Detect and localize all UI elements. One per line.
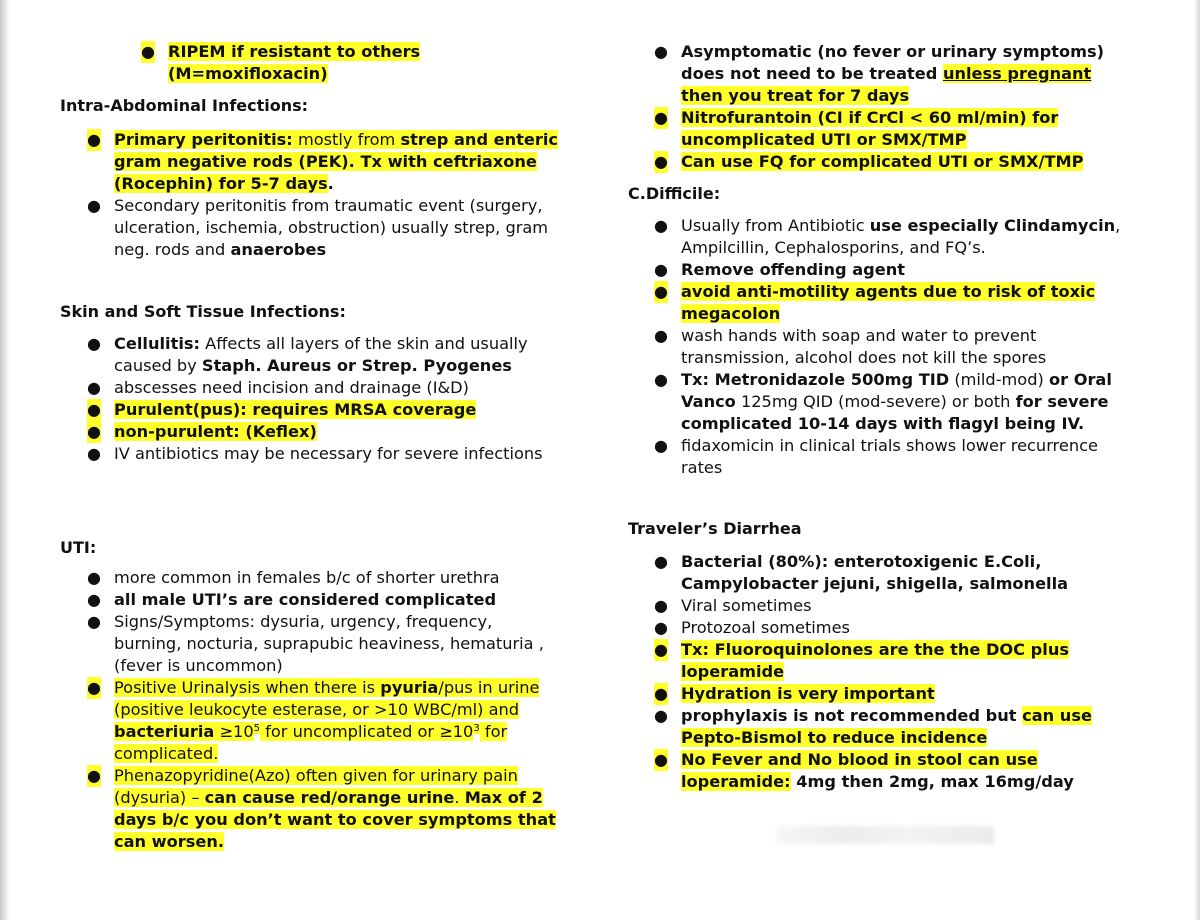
bullet-icon: ● bbox=[654, 618, 668, 637]
text-run: then you treat for 7 days bbox=[681, 86, 910, 105]
skin-soft-tissue-heading: Skin and Soft Tissue Infections: bbox=[60, 302, 346, 321]
text-run: more common in females b/c of shorter urethra bbox=[114, 568, 500, 587]
bullet-icon: ● bbox=[654, 42, 668, 61]
text-run: . bbox=[454, 788, 465, 807]
text-line bbox=[681, 771, 1092, 793]
text-line bbox=[114, 699, 556, 721]
text-line bbox=[114, 611, 556, 633]
text-run: megacolon bbox=[681, 304, 781, 323]
text-line bbox=[114, 355, 543, 377]
text-run: (mild-mod) bbox=[949, 370, 1049, 389]
text-line bbox=[114, 633, 556, 655]
text-run: IV antibiotics may be necessary for severe infections bbox=[114, 444, 543, 463]
text-run: No Fever and No blood in stool can use bbox=[681, 750, 1038, 769]
text-line bbox=[114, 399, 543, 421]
text-run: neg. rods and bbox=[114, 240, 231, 259]
text-line bbox=[114, 129, 558, 151]
text-run: for bbox=[479, 722, 508, 741]
text-line bbox=[114, 151, 558, 173]
bullet-icon: ● bbox=[87, 130, 101, 149]
text-run: for severe bbox=[1015, 392, 1109, 411]
text-run: or Oral bbox=[1048, 370, 1112, 389]
list-item bbox=[86, 421, 543, 443]
bullet-icon: ● bbox=[87, 568, 101, 587]
text-line bbox=[681, 391, 1120, 413]
bullet-icon: ● bbox=[141, 42, 155, 61]
cdiff-list bbox=[653, 215, 1120, 479]
bullet-icon: ● bbox=[87, 422, 101, 441]
text-line bbox=[114, 677, 556, 699]
text-line bbox=[114, 421, 543, 443]
text-line bbox=[681, 595, 1092, 617]
text-run: RIPEM if resistant to others bbox=[168, 42, 421, 61]
text-run: fidaxomicin in clinical trials shows lower recurrence bbox=[681, 436, 1098, 455]
bullet-icon: ● bbox=[87, 334, 101, 353]
text-line bbox=[114, 787, 556, 809]
bullet-icon: ● bbox=[87, 444, 101, 463]
bullet-icon: ● bbox=[654, 108, 668, 127]
text-run: Staph. Aureus or Strep. Pyogenes bbox=[201, 356, 512, 375]
text-run: Campylobacter jejuni, shigella, salmonella bbox=[681, 574, 1069, 593]
text-run: for uncomplicated or ≥10 bbox=[260, 722, 474, 741]
travelers-diarrhea-heading: Traveler’s Diarrhea bbox=[628, 519, 802, 538]
text-run: Signs/Symptoms: dysuria, urgency, frequency, bbox=[114, 612, 493, 631]
text-line bbox=[681, 41, 1104, 63]
bullet-icon: ● bbox=[87, 766, 101, 785]
text-line bbox=[681, 107, 1104, 129]
text-run: Vanco bbox=[681, 392, 736, 411]
text-line bbox=[681, 303, 1120, 325]
bullet-icon: ● bbox=[654, 684, 668, 703]
bullet-icon: ● bbox=[87, 612, 101, 631]
text-line bbox=[681, 281, 1120, 303]
text-run: Tx: Fluoroquinolones are the the DOC plus bbox=[681, 640, 1069, 659]
text-run: uncomplicated UTI or SMX/TMP bbox=[681, 130, 967, 149]
text-run: mostly from bbox=[292, 130, 401, 149]
bullet-icon: ● bbox=[654, 436, 668, 455]
text-run: 3 bbox=[473, 722, 480, 734]
text-run: can cause red/orange urine bbox=[204, 788, 455, 807]
text-run: all male UTI’s are considered complicated bbox=[114, 590, 497, 609]
text-run: Viral sometimes bbox=[681, 596, 812, 615]
list-item bbox=[86, 589, 556, 611]
text-run: Positive Urinalysis when there is bbox=[114, 678, 381, 697]
text-line bbox=[114, 195, 558, 217]
text-run: Remove offending agent bbox=[681, 260, 905, 279]
bullet-icon: ● bbox=[654, 750, 668, 769]
text-line bbox=[114, 655, 556, 677]
text-line bbox=[681, 705, 1092, 727]
text-line bbox=[681, 617, 1092, 639]
text-run: 125mg QID (mod-severe) or both bbox=[735, 392, 1016, 411]
text-run: gram negative rods (PEK). Tx with ceftriaxone bbox=[114, 152, 537, 171]
bullet-icon: ● bbox=[654, 706, 668, 725]
text-line bbox=[114, 173, 558, 195]
bullet-icon: ● bbox=[87, 590, 101, 609]
text-line bbox=[114, 377, 543, 399]
text-run: /pus in urine bbox=[438, 678, 540, 697]
text-run: caused by bbox=[114, 356, 202, 375]
text-run: Cellulitis: bbox=[114, 334, 200, 353]
text-line bbox=[681, 413, 1120, 435]
list-item bbox=[653, 369, 1120, 435]
text-line bbox=[681, 151, 1104, 173]
text-run: Hydration is very important bbox=[681, 684, 935, 703]
text-run: Asymptomatic (no fever or urinary symptoms) bbox=[681, 42, 1105, 61]
text-run: can worsen. bbox=[114, 832, 225, 851]
list-item bbox=[86, 677, 556, 765]
list-item bbox=[653, 281, 1120, 325]
travelers-diarrhea-list bbox=[653, 551, 1092, 793]
text-run: Can use FQ for complicated UTI or SMX/TMP bbox=[681, 152, 1084, 171]
bullet-icon: ● bbox=[654, 152, 668, 171]
list-item bbox=[653, 325, 1120, 369]
bullet-icon: ● bbox=[654, 370, 668, 389]
blurred-watermark bbox=[776, 826, 994, 844]
text-line bbox=[114, 239, 558, 261]
text-run: Tx: Metronidazole 500mg TID bbox=[681, 370, 950, 389]
text-run: Nitrofurantoin (CI if CrCl < 60 ml/min) for bbox=[681, 108, 1059, 127]
list-item bbox=[86, 765, 556, 853]
text-run: unless pregnant bbox=[942, 64, 1092, 83]
text-line bbox=[681, 435, 1120, 457]
text-run: does not need to be treated bbox=[681, 64, 943, 83]
text-run: (dysuria) – bbox=[114, 788, 205, 807]
text-line bbox=[681, 639, 1092, 661]
cdiff-heading: C.Difficile: bbox=[628, 184, 721, 203]
text-line bbox=[681, 573, 1092, 595]
text-line bbox=[114, 217, 558, 239]
list-item bbox=[653, 151, 1104, 173]
list-item bbox=[653, 215, 1120, 259]
list-item bbox=[653, 435, 1120, 479]
text-run: rates bbox=[681, 458, 723, 477]
bullet-icon: ● bbox=[87, 196, 101, 215]
text-run: strep and enteric bbox=[400, 130, 559, 149]
list-item bbox=[653, 259, 1120, 281]
uti-heading: UTI: bbox=[60, 538, 97, 557]
text-run: avoid anti-motility agents due to risk of toxic bbox=[681, 282, 1096, 301]
text-line bbox=[681, 749, 1092, 771]
text-run: Affects all layers of the skin and usually bbox=[199, 334, 528, 353]
page-left-edge-shadow bbox=[0, 0, 10, 920]
text-run: anaerobes bbox=[230, 240, 327, 259]
list-item bbox=[653, 595, 1092, 617]
skin-soft-tissue-list bbox=[86, 333, 543, 465]
text-run: Max of 2 bbox=[464, 788, 543, 807]
bullet-icon: ● bbox=[654, 640, 668, 659]
list-item bbox=[86, 377, 543, 399]
list-item bbox=[86, 443, 543, 465]
text-run: non-purulent: (Keflex) bbox=[114, 422, 317, 441]
text-line bbox=[114, 443, 543, 465]
list-item bbox=[86, 333, 543, 377]
text-run: (Rocephin) for 5-7 days bbox=[114, 174, 328, 193]
asymptomatic-list bbox=[653, 41, 1104, 173]
text-run: transmission, alcohol does not kill the spores bbox=[681, 348, 1047, 367]
list-item bbox=[653, 617, 1092, 639]
text-line bbox=[114, 721, 556, 743]
text-run: loperamide bbox=[681, 662, 785, 681]
list-item bbox=[140, 41, 420, 85]
text-line bbox=[114, 333, 543, 355]
text-line bbox=[681, 259, 1120, 281]
text-run: (fever is uncommon) bbox=[114, 656, 283, 675]
text-line bbox=[681, 683, 1092, 705]
list-item bbox=[653, 705, 1092, 749]
text-line bbox=[681, 457, 1120, 479]
uti-list bbox=[86, 567, 556, 853]
text-run: Secondary peritonitis from traumatic event (surgery, bbox=[114, 196, 543, 215]
text-line bbox=[681, 63, 1104, 85]
list-item bbox=[653, 639, 1092, 683]
text-line bbox=[114, 765, 556, 787]
text-run: wash hands with soap and water to prevent bbox=[681, 326, 1037, 345]
text-run: prophylaxis is not recommended but bbox=[681, 706, 1023, 725]
bullet-icon: ● bbox=[87, 678, 101, 697]
text-run: , bbox=[1115, 216, 1121, 235]
text-run: Usually from Antibiotic bbox=[681, 216, 870, 235]
text-run: . bbox=[327, 174, 334, 193]
text-line bbox=[114, 589, 556, 611]
text-line bbox=[681, 129, 1104, 151]
text-run: 5 bbox=[253, 722, 261, 734]
text-line bbox=[681, 237, 1120, 259]
text-run: Protozoal sometimes bbox=[681, 618, 850, 637]
text-run: (positive leukocyte esterase, or >10 WBC/ml) and bbox=[114, 700, 520, 719]
bullet-icon: ● bbox=[654, 260, 668, 279]
list-item bbox=[653, 551, 1092, 595]
text-run: Pepto-Bismol to reduce incidence bbox=[681, 728, 988, 747]
bullet-icon: ● bbox=[87, 378, 101, 397]
text-line bbox=[681, 661, 1092, 683]
list-item bbox=[86, 399, 543, 421]
text-run: burning, nocturia, suprapubic heaviness, hematuria , bbox=[114, 634, 544, 653]
text-run: pyuria bbox=[380, 678, 439, 697]
list-item bbox=[86, 129, 558, 195]
page-right-edge-shadow bbox=[1194, 0, 1200, 920]
ripem-list bbox=[140, 41, 420, 85]
text-run: complicated 10-14 days with flagyl being IV. bbox=[681, 414, 1085, 433]
text-line bbox=[681, 325, 1120, 347]
text-line bbox=[681, 369, 1120, 391]
bullet-icon: ● bbox=[654, 282, 668, 301]
intra-abdominal-list bbox=[86, 129, 558, 261]
text-run: (M=moxifloxacin) bbox=[168, 64, 328, 83]
text-run: bacteriuria bbox=[114, 722, 215, 741]
text-line bbox=[114, 743, 556, 765]
text-line bbox=[681, 215, 1120, 237]
text-line bbox=[114, 809, 556, 831]
text-run: 4mg then 2mg, max 16mg/day bbox=[790, 772, 1074, 791]
text-run: complicated. bbox=[114, 744, 219, 763]
bullet-icon: ● bbox=[87, 400, 101, 419]
list-item bbox=[86, 611, 556, 677]
bullet-icon: ● bbox=[654, 596, 668, 615]
list-item bbox=[653, 749, 1092, 793]
text-run: Purulent(pus): requires MRSA coverage bbox=[114, 400, 477, 419]
bullet-icon: ● bbox=[654, 216, 668, 235]
list-item bbox=[86, 195, 558, 261]
text-run: use especially Clindamycin bbox=[869, 216, 1116, 235]
text-run: can use bbox=[1022, 706, 1092, 725]
list-item bbox=[653, 683, 1092, 705]
text-line bbox=[681, 727, 1092, 749]
text-run: abscesses need incision and drainage (I&D) bbox=[114, 378, 469, 397]
text-run: days b/c you don’t want to cover symptoms that bbox=[114, 810, 556, 829]
text-run: ulceration, ischemia, obstruction) usually strep, gram bbox=[114, 218, 549, 237]
bullet-icon: ● bbox=[654, 552, 668, 571]
text-line bbox=[114, 567, 556, 589]
text-line bbox=[681, 551, 1092, 573]
bullet-icon: ● bbox=[654, 326, 668, 345]
text-line bbox=[168, 41, 420, 63]
text-run: ≥10 bbox=[214, 722, 254, 741]
intra-abdominal-heading: Intra-Abdominal Infections: bbox=[60, 96, 309, 115]
text-run: Phenazopyridine(Azo) often given for urinary pain bbox=[114, 766, 518, 785]
text-line bbox=[681, 347, 1120, 369]
text-run: Bacterial (80%): enterotoxigenic E.Coli, bbox=[681, 552, 1042, 571]
text-run: loperamide: bbox=[681, 772, 791, 791]
text-run: Ampilcillin, Cephalosporins, and FQ’s. bbox=[681, 238, 986, 257]
text-line bbox=[168, 63, 420, 85]
list-item bbox=[653, 107, 1104, 151]
text-line bbox=[681, 85, 1104, 107]
text-line bbox=[114, 831, 556, 853]
text-run: Primary peritonitis: bbox=[114, 130, 293, 149]
list-item bbox=[86, 567, 556, 589]
list-item bbox=[653, 41, 1104, 107]
